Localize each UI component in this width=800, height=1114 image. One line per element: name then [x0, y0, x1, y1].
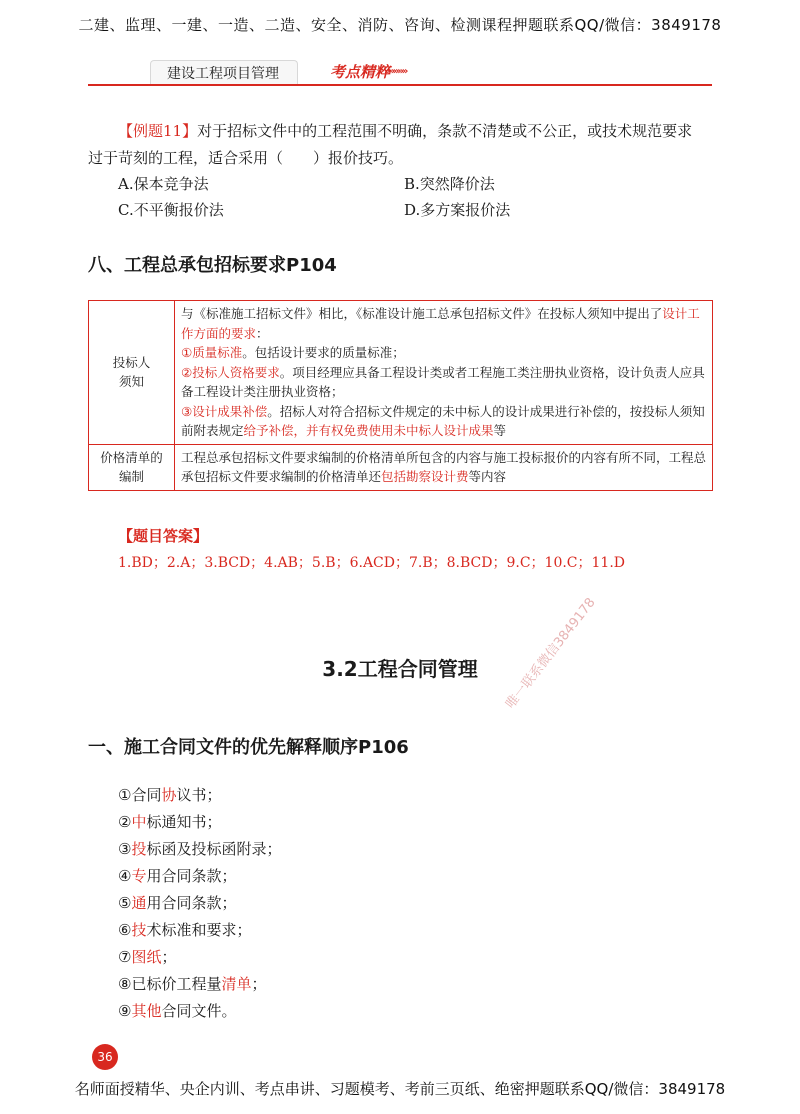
table-text-red: 包括勘察设计费 — [381, 469, 469, 484]
table-row — [89, 301, 713, 445]
section-heading-1: 一、施工合同文件的优先解释顺序P106 — [88, 737, 409, 758]
section-heading-8: 八、工程总承包招标要求P104 — [88, 255, 337, 276]
question-tag: 【例题11】 — [118, 122, 198, 140]
table-label: 价格清单的 — [100, 449, 163, 465]
header-brand: 考点精粹 — [330, 63, 391, 81]
table-label-cell — [89, 301, 175, 445]
question-line-1 — [118, 120, 692, 141]
list-item: ⑧已标价工程量清单； — [118, 975, 267, 993]
table-text: 等内容 — [468, 469, 507, 484]
chapter-title: 3.2工程合同管理 — [322, 657, 478, 681]
list-item: ⑤通用合同条款； — [118, 894, 237, 912]
list-item: ⑥技术标准和要求； — [118, 921, 252, 939]
table-label: 编制 — [118, 469, 144, 484]
option-a: A.保本竞争法 — [118, 175, 209, 193]
table-text-red: ②投标人资格要求 — [181, 364, 280, 380]
option-b: B.突然降价法 — [404, 175, 495, 193]
table-content-cell — [175, 444, 713, 490]
question-text-1: 对于招标文件中的工程范围不明确，条款不清楚或不公正，或技术规范要求 — [197, 122, 693, 140]
table-text-red: ①质量标准 — [181, 345, 243, 360]
answers-text: 1.BD；2.A；3.BCD；4.AB；5.B；6.ACD；7.B；8.BCD；9.C；10.C；11.D — [118, 555, 626, 571]
table-text-red: 给予补偿，并有权免费使用未中标人设计成果 — [243, 423, 494, 438]
table-text: 与《标准施工招标文件》相比，《标准设计施工总承包招标文件》在投标人须知中提出了 — [181, 306, 663, 321]
page-number-badge: 36 — [92, 1044, 118, 1070]
bottom-banner: 名师面授精华、央企内训、考点串讲、习题模考、考前三页纸、绝密押题联系QQ/微信：3849178 — [74, 1080, 726, 1098]
header-arrows-icon: »»»»» — [384, 66, 407, 77]
header-title: 建设工程项目管理 — [167, 66, 279, 82]
table-text: 工程总承包招标文件要求编制的价格清单所包含的内容与施工投标报价的内容有所不同，工程总承包招标文件要求编制的价格清单还 — [181, 449, 707, 484]
table-text: 。招标人对符合招标文件规定的未中标人的设计成果进行补偿的，按投标人须知前附表规定 — [181, 403, 705, 438]
table-text: 等 — [493, 423, 507, 438]
requirements-table — [88, 300, 713, 491]
table-label-cell — [89, 444, 175, 490]
answers-title: 【题目答案】 — [118, 527, 209, 545]
list-item: ①合同协议书； — [118, 786, 222, 804]
table-row — [89, 444, 713, 490]
list-item: ③投标函及投标函附录； — [118, 840, 282, 858]
question-line-2: 过于苛刻的工程，适合采用（ ）报价技巧。 — [88, 149, 404, 167]
table-text-red: ③设计成果补偿 — [181, 403, 268, 419]
option-c: C.不平衡报价法 — [118, 201, 224, 219]
table-text: ： — [256, 325, 269, 341]
table-content-cell — [175, 301, 713, 445]
header-divider — [88, 84, 712, 86]
table-label: 须知 — [118, 374, 144, 390]
list-item: ⑦图纸； — [118, 948, 177, 966]
table-text: 。包括设计要求的质量标准； — [242, 345, 405, 360]
table-label: 投标人 — [112, 354, 151, 370]
list-item: ②中标通知书； — [118, 813, 222, 831]
list-item: ⑨其他合同文件。 — [118, 1002, 237, 1020]
list-item: ④专用合同条款； — [118, 867, 237, 885]
top-banner: 二建、监理、一建、一造、二造、安全、消防、咨询、检测课程押题联系QQ/微信：3849178 — [78, 16, 722, 34]
watermark: 唯一联系微信3849178 — [503, 595, 599, 712]
option-d: D.多方案报价法 — [404, 201, 511, 219]
table-text-red: 设计工作方面的要求 — [181, 306, 700, 341]
table-text: 。项目经理应具备工程设计类或者工程施工类注册执业资格，设计负责人应具备工程设计类注册执业资格； — [181, 364, 705, 399]
